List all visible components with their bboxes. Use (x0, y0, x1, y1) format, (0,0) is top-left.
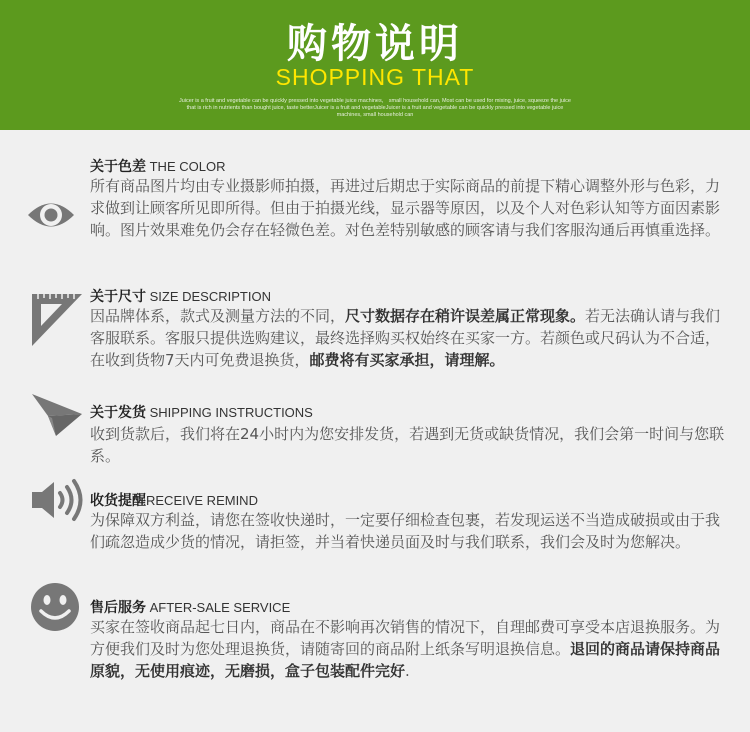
paper-plane-icon (30, 390, 84, 440)
section-text: 因品牌体系，款式及测量方法的不同，尺寸数据存在稍许误差属正常现象。若无法确认请与我们客服联系。客服只提供选购建议，最终选择购买权始终在买家一方。若颜色或尺码认为不合适，在收到货物7天内可免费退换货，邮费将有买家承担，请理解。 (90, 307, 721, 369)
banner-fine-print: Juicer is a fruit and vegetable can be quickly pressed into vegetable juice machines， small household can, Most can be used for mixing, juice, squeeze the juice that is rich in nutrients than bought juice, taste betterJuicer is a fruit and vegetableJuicer is a fruit and vegetable can be quickly pressed into vegetable juice machines, small household can (179, 98, 571, 118)
smiley-icon (30, 582, 80, 632)
section-heading: 关于色差 THE COLOR (90, 159, 226, 175)
section-heading: 关于发货 SHIPPING INSTRUCTIONS (90, 405, 313, 421)
section-heading: 关于尺寸 SIZE DESCRIPTION (90, 289, 271, 305)
section-text: 收到货款后，我们将在24小时内为您安排发货，若遇到无货或缺货情况，我们会第一时间与您联系。 (90, 425, 725, 465)
section-text: 买家在签收商品起七日内，商品在不影响再次销售的情况下，自理邮费可享受本店退换服务。为方便我们及时为您处理退换货，请随寄回的商品附上纸条写明退换信息。退回的商品请保持商品原貌，无使用痕迹，无磨损，盒子包装配件完好. (90, 618, 721, 680)
speaker-icon (30, 478, 86, 522)
section-heading: 收货提醒RECEIVE REMIND (90, 493, 258, 509)
header-banner (0, 0, 750, 130)
section-text: 为保障双方利益，请您在签收快递时，一定要仔细检查包裹，若发现运送不当造成破损或由于我们疏忽造成少货的情况，请拒签，并当着快递员面及时与我们联系，我们会及时为您解决。 (90, 511, 721, 551)
section-text: 所有商品图片均由专业摄影师拍摄，再进过后期忠于实际商品的前提下精心调整外形与色彩，力求做到让顾客所见即所得。但由于拍摄光线，显示器等原因，以及个人对色彩认知等方面因素影响。图片效果难免仍会存在轻微色差。对色差特别敏感的顾客请与我们客服沟通后再慎重选择。 (90, 177, 721, 239)
page-subtitle: SHOPPING THAT (275, 64, 475, 90)
page-title: 购物说明 (287, 21, 463, 67)
eye-icon (26, 190, 76, 240)
section-heading: 售后服务 AFTER-SALE SERVICE (90, 600, 291, 616)
ruler-triangle-icon (28, 292, 86, 348)
